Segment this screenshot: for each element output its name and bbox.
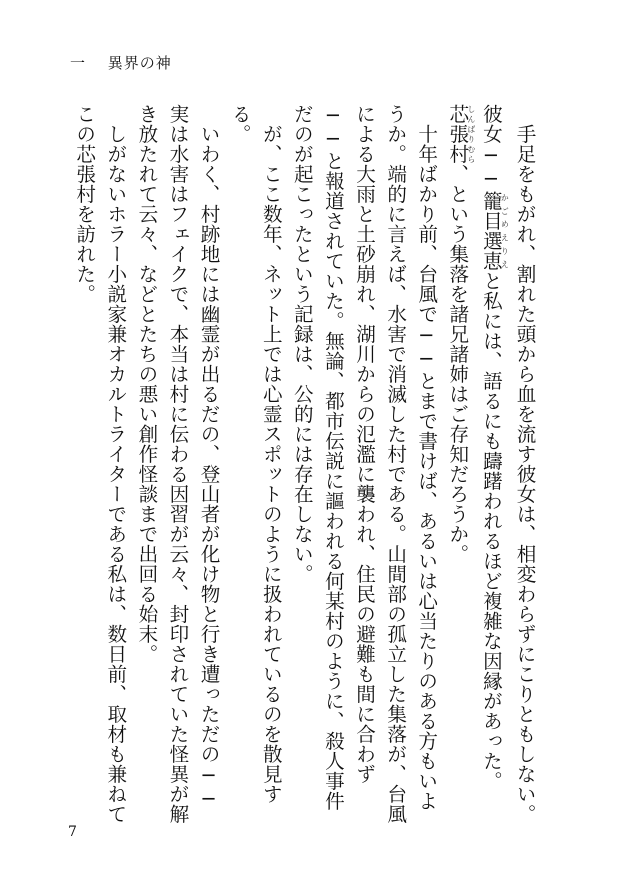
ruby-erie: 選恵えりえ	[479, 230, 510, 271]
running-head	[70, 52, 172, 73]
chapter-title: 異界の神	[107, 54, 172, 72]
paragraph: が、ここ数年、ネット上では心霊スポットのように扱われているのを散見する。	[228, 104, 283, 804]
paragraph: 彼女──籠目かごめ選恵えりえと私には、語るにも躊躇われるほど複雑な因縁があった。	[479, 104, 510, 791]
chapter-number: 一	[70, 54, 87, 72]
paragraph: 芯張村しんばりむら、という集落を諸兄諸姉はご存知だろうか。	[445, 104, 476, 564]
paragraph: 十年ばかり前、台風で──とまで書けば、あるいは心当たりのある方もいようか。端的に言えば、水害で消滅した村である。山間部の孤立した集落が、台風による大雨と土砂崩れ、湖川からの氾濫に襲われ、住民の避難も間に合わず──と報道されていた。無論、都市伝説に謳われる何某村のように、殺人事件だのが起こったという記録は、公的には存在しない。	[290, 104, 438, 824]
body-text	[60, 104, 540, 824]
paragraph: 手足をもがれ、割れた頭から血を流す彼女は、相変わらずにこりともしない。	[513, 104, 536, 824]
page-number: 7	[68, 824, 77, 840]
paragraph: いわく、村跡地には幽霊が出るだの、登山者が化け物と行き遭っただの──実は水害はフェイクで、本当は村に伝わる因習が云々、封印されていた怪異が解き放たれて云々、などとたちの悪い創作怪談まで出回る始末。	[134, 104, 221, 824]
ruby-kagome: 籠目かごめ	[479, 190, 510, 231]
ruby-shinbari: 芯張村しんばりむら	[445, 104, 476, 164]
paragraph: しがないホラー小説家兼オカルトライターである私は、数日前、取材も兼ねてこの芯張村を訪れた。	[72, 104, 127, 824]
